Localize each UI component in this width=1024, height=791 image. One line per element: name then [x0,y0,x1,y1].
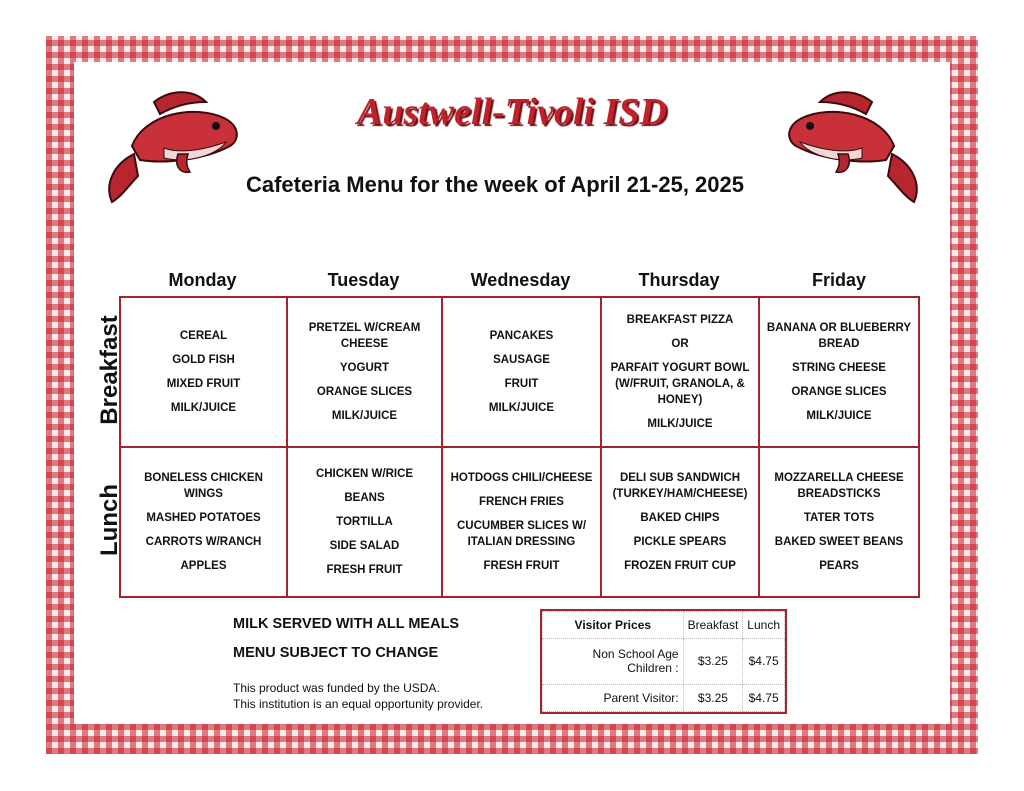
menu-item: ORANGE SLICES [316,386,413,398]
price-breakfast: $3.25 [683,685,743,712]
visitor-prices-title: Visitor Prices [543,612,684,639]
breakfast-thursday [602,298,758,446]
menu-item: BAKED CHIPS [640,512,720,524]
menu-item: TORTILLA [336,516,393,528]
price-lunch: $4.75 [743,638,785,684]
milk-note: MILK SERVED WITH ALL MEALS [233,616,460,632]
menu-item: ORANGE SLICES [791,386,887,398]
menu-subtitle: Cafeteria Menu for the week of April 21-25, 2025 [245,172,745,197]
price-row-label: Parent Visitor: [543,685,684,712]
breakfast-wednesday [443,298,600,446]
breakfast-friday [760,298,918,446]
menu-item: APPLES [180,560,227,572]
lunch-wednesday [443,448,600,596]
menu-item: PICKLE SPEARS [633,536,727,548]
menu-item: BANANA OR BLUEBERRY BREAD [766,322,912,350]
menu-item: PRETZEL W/CREAM CHEESE [308,322,421,350]
menu-item: MOZZARELLA CHEESE BREADSTICKS [774,472,904,500]
menu-item: GOLD FISH [172,354,235,366]
district-title: Austwell-Tivoli ISD [356,91,667,133]
menu-item: FRESH FRUIT [326,564,403,576]
lunch-thursday [602,448,758,596]
equal-opportunity-note: This institution is an equal opportunity provider. [233,697,484,711]
menu-item: STRING CHEESE [792,362,886,374]
menu-item: FRESH FRUIT [483,560,560,572]
row-label-lunch: Lunch [96,484,123,556]
price-breakfast: $3.25 [683,638,743,684]
menu-item: PEARS [819,560,859,572]
row-label-breakfast: Breakfast [96,315,123,425]
day-header-monday: Monday [168,270,237,290]
menu-item: YOGURT [339,362,390,374]
menu-item: HOTDOGS CHILI/CHEESE [450,472,593,484]
menu-item: CARROTS W/RANCH [145,536,262,548]
menu-item: OR [671,338,689,350]
menu-item: MILK/JUICE [647,418,713,430]
day-header-friday: Friday [811,270,867,290]
menu-item: BONELESS CHICKEN WINGS [144,472,263,500]
day-header-thursday: Thursday [638,270,720,290]
menu-item: FRUIT [504,378,539,390]
menu-item: PANCAKES [489,330,554,342]
menu-item: MILK/JUICE [170,402,237,414]
col-lunch: Lunch [743,612,785,639]
menu-item: MIXED FRUIT [166,378,241,390]
day-header-tuesday: Tuesday [327,270,400,290]
menu-item: MILK/JUICE [488,402,555,414]
menu-item: PARFAIT YOGURT BOWL (W/FRUIT, GRANOLA, & HONEY) [610,362,750,406]
col-breakfast: Breakfast [683,612,743,639]
menu-item: MILK/JUICE [331,410,398,422]
menu-item: DELI SUB SANDWICH (TURKEY/HAM/CHEESE) [612,472,748,500]
lunch-monday [121,448,286,596]
menu-item: TATER TOTS [803,512,875,524]
visitor-prices-table [540,609,787,714]
menu-item: BAKED SWEET BEANS [774,536,904,548]
menu-item: SIDE SALAD [329,540,400,552]
price-row-label: Non School Age Children : [543,638,684,684]
menu-grid [119,296,920,598]
price-lunch: $4.75 [743,685,785,712]
menu-item: MILK/JUICE [806,410,872,422]
change-note: MENU SUBJECT TO CHANGE [233,645,439,661]
menu-item: MASHED POTATOES [146,512,261,524]
usda-note: This product was funded by the USDA. [233,681,440,695]
lunch-tuesday [288,448,441,596]
menu-item: FRENCH FRIES [479,496,564,508]
lunch-friday [760,448,918,596]
menu-item: CHICKEN W/RICE [315,468,414,480]
breakfast-tuesday [288,298,441,446]
menu-item: BEANS [344,492,385,504]
menu-item: BREAKFAST PIZZA [626,314,734,326]
menu-item: CUCUMBER SLICES W/ ITALIAN DRESSING [456,520,587,548]
menu-item: FROZEN FRUIT CUP [624,560,736,572]
menu-item: SAUSAGE [493,354,550,366]
breakfast-monday [121,298,286,446]
day-header-wednesday: Wednesday [470,270,571,290]
menu-item: CEREAL [179,330,228,342]
